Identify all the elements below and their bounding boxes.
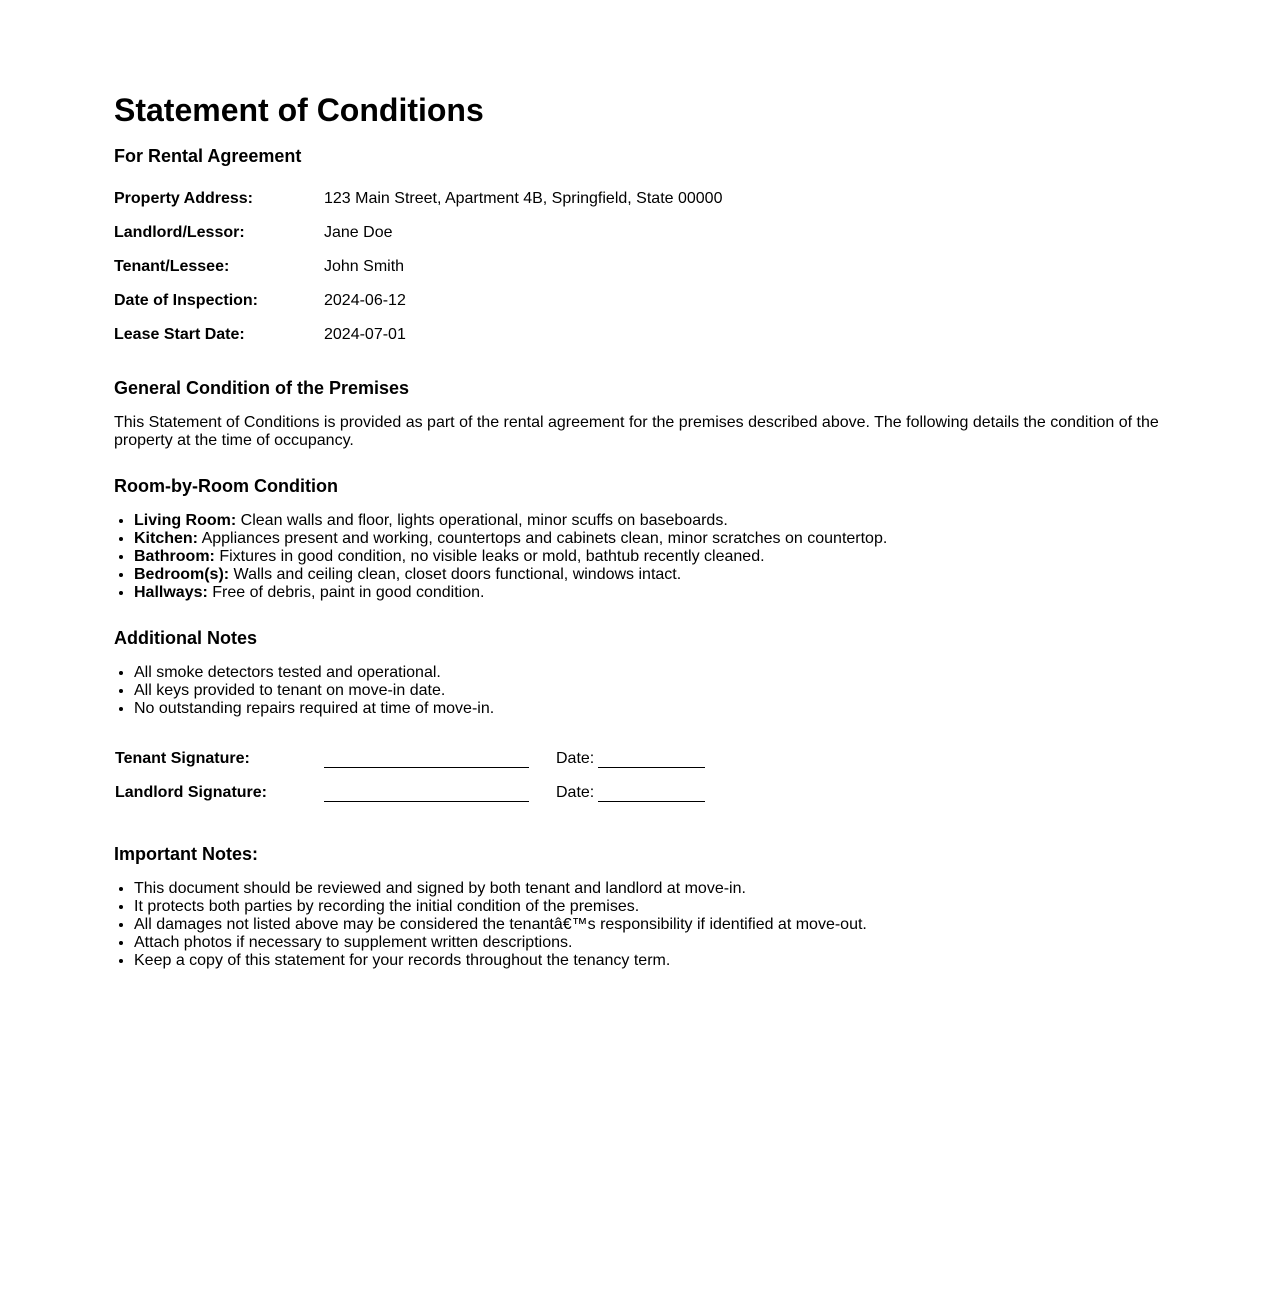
lease-start-value: 2024-07-01 [324, 326, 406, 343]
room-description: Free of debris, paint in good condition. [207, 584, 485, 601]
room-condition-list [114, 512, 1174, 602]
property-address-value: 123 Main Street, Apartment 4B, Springfield, State 00000 [324, 190, 723, 207]
tenant-signature-label: Tenant Signature: [115, 750, 250, 767]
detail-row-lease-start [114, 326, 1114, 346]
tenant-date-line[interactable] [598, 767, 705, 768]
detail-row-property-address [114, 190, 1114, 210]
room-name: Kitchen: [134, 530, 198, 547]
additional-notes-heading: Additional Notes [114, 628, 257, 648]
tenant-label: Tenant/Lessee: [114, 258, 230, 275]
list-item: • All keys provided to tenant on move-in date. [134, 682, 1174, 700]
general-condition-heading: General Condition of the Premises [114, 378, 410, 398]
document-subtitle: For Rental Agreement [114, 146, 302, 166]
additional-notes-list [114, 664, 1174, 718]
list-item: • No outstanding repairs required at time of move-in. [134, 700, 1174, 718]
room-name: Bedroom(s): [134, 566, 230, 583]
list-item: • Keep a copy of this statement for your records throughout the tenancy term. [134, 952, 1174, 970]
room-condition-heading: Room-by-Room Condition [114, 476, 338, 496]
general-condition-text: This Statement of Conditions is provided as part of the rental agreement for the premises described above. The following details the condition of the property at the time of occupancy. [114, 414, 1159, 449]
landlord-label: Landlord/Lessor: [114, 224, 245, 241]
room-name: Living Room: [134, 512, 237, 529]
list-item [134, 548, 1174, 566]
landlord-date-label: Date: [556, 784, 595, 801]
important-notes-heading: Important Notes: [114, 844, 258, 864]
list-item [134, 530, 1174, 548]
tenant-value: John Smith [324, 258, 405, 275]
list-item [134, 512, 1174, 530]
room-description: Walls and ceiling clean, closet doors functional, windows intact. [229, 566, 682, 583]
document-title: Statement of Conditions [114, 92, 484, 128]
room-name: Bathroom: [134, 548, 215, 565]
lease-start-label: Lease Start Date: [114, 326, 245, 343]
landlord-date-line[interactable] [598, 801, 705, 802]
landlord-signature-row [114, 784, 814, 806]
inspection-date-value: 2024-06-12 [324, 292, 406, 309]
tenant-signature-line[interactable] [324, 767, 529, 768]
property-address-label: Property Address: [114, 190, 253, 207]
list-item: • All damages not listed above may be considered the tenantâ€™s responsibility if identified at move-out. [134, 916, 1174, 934]
room-description: Clean walls and floor, lights operational, minor scuffs on baseboards. [236, 512, 728, 529]
detail-row-landlord [114, 224, 1114, 244]
list-item: • This document should be reviewed and signed by both tenant and landlord at move-in. [134, 880, 1174, 898]
list-item [134, 584, 1174, 602]
inspection-date-label: Date of Inspection: [114, 292, 259, 309]
room-description: Appliances present and working, countertops and cabinets clean, minor scratches on countertop. [198, 530, 888, 547]
detail-row-tenant [114, 258, 1114, 278]
tenant-signature-row [114, 750, 814, 772]
list-item: • Attach photos if necessary to supplement written descriptions. [134, 934, 1174, 952]
landlord-signature-label: Landlord Signature: [115, 784, 267, 801]
list-item: • All smoke detectors tested and operational. [134, 664, 1174, 682]
list-item [134, 566, 1174, 584]
room-name: Hallways: [134, 584, 208, 601]
list-item: • It protects both parties by recording the initial condition of the premises. [134, 898, 1174, 916]
landlord-signature-line[interactable] [324, 801, 529, 802]
landlord-value: Jane Doe [324, 224, 393, 241]
room-description: Fixtures in good condition, no visible leaks or mold, bathtub recently cleaned. [214, 548, 765, 565]
important-notes-list [114, 880, 1174, 970]
tenant-date-label: Date: [556, 750, 595, 767]
detail-row-inspection-date [114, 292, 1114, 312]
